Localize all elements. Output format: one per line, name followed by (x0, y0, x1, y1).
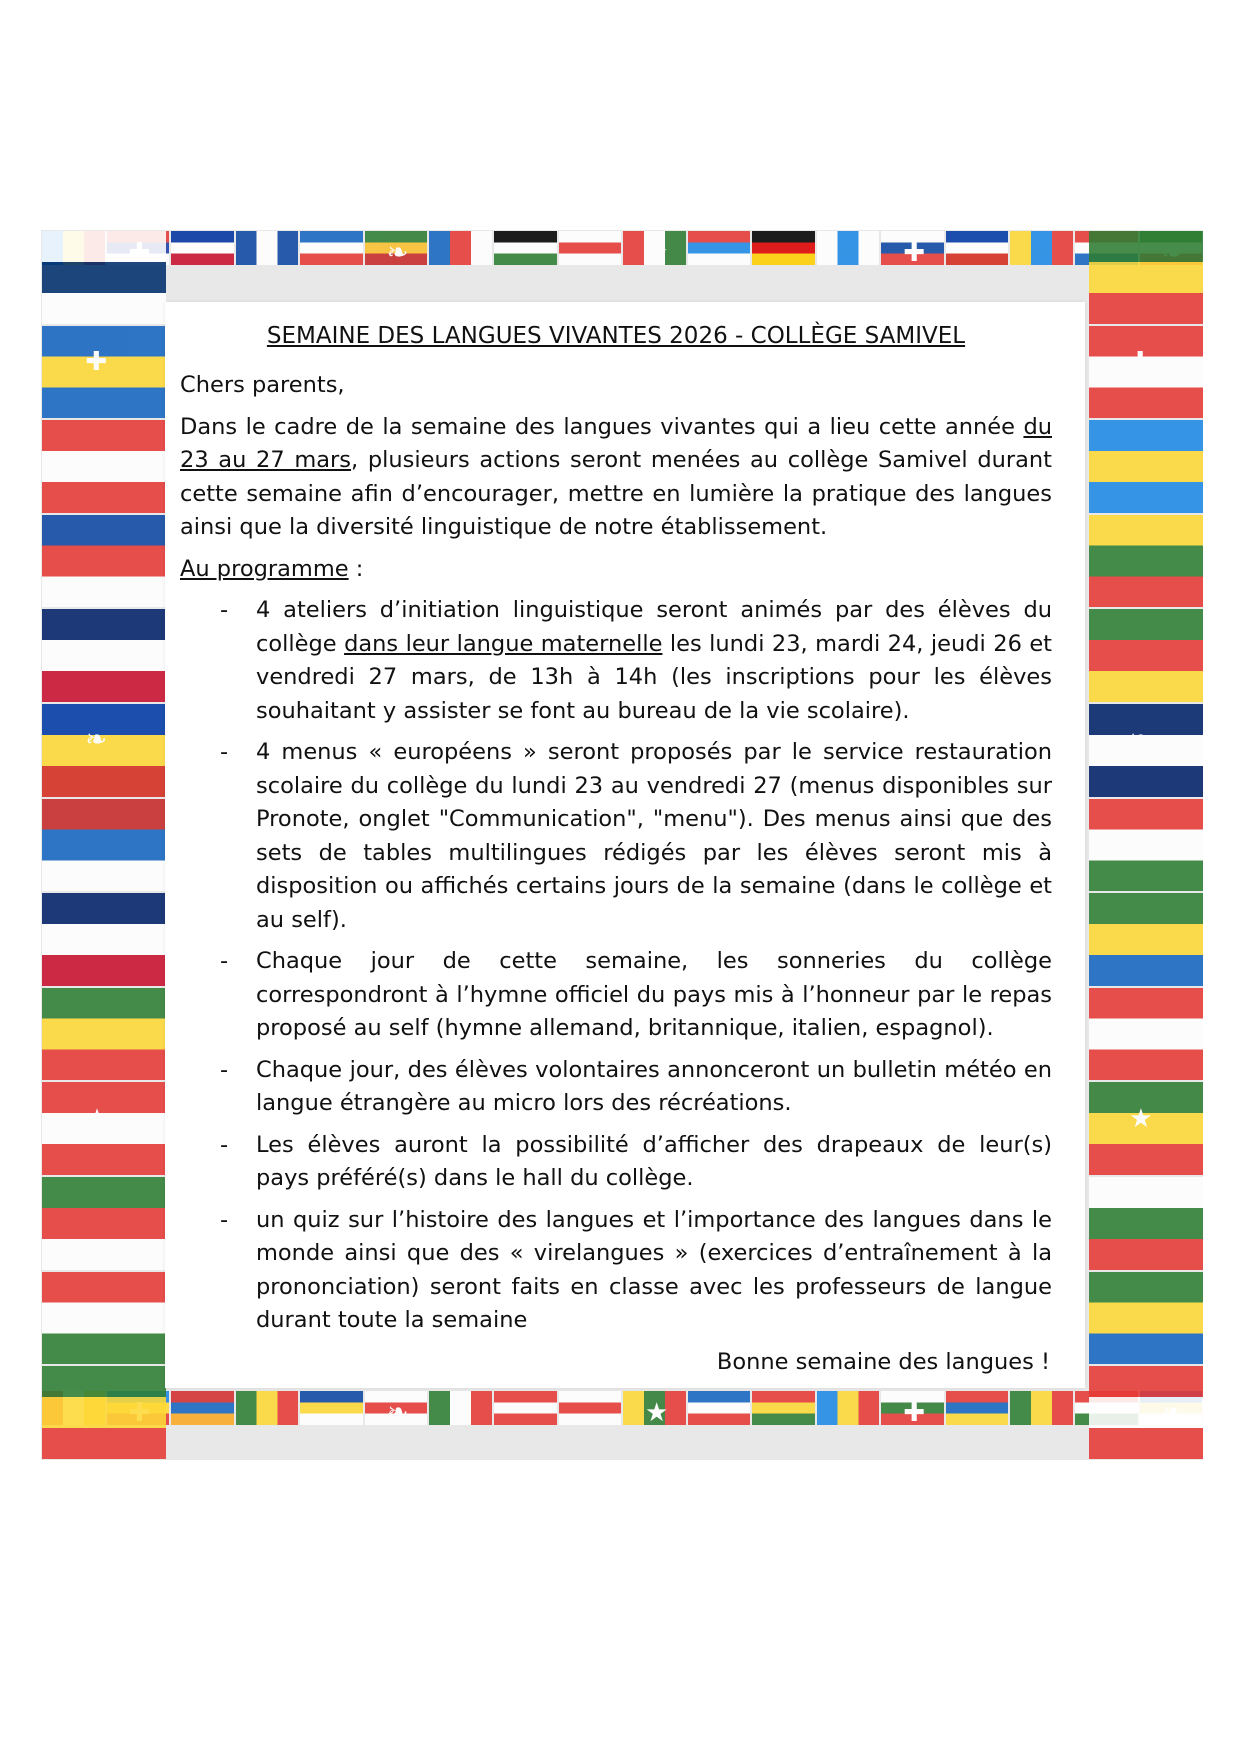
program-heading (180, 553, 1052, 587)
item-text-before: 4 ateliers d’initiation linguistique seront animés par des élèves du collège (256, 597, 1052, 657)
flag-icon (1010, 1391, 1073, 1425)
flag-icon (946, 231, 1009, 265)
flag-icon (1089, 893, 1203, 986)
list-item (180, 1054, 1052, 1121)
flag-icon (1089, 609, 1203, 702)
bullet-dash: - (220, 739, 229, 765)
flag-icon (1089, 704, 1203, 797)
flag-icon (429, 1391, 492, 1425)
flag-icon (42, 420, 166, 513)
flag-icon (171, 231, 234, 265)
flag-icon (946, 1391, 1009, 1425)
flag-icon (494, 231, 557, 265)
flag-icon (623, 1391, 686, 1428)
flag-band-bottom (41, 1390, 1203, 1460)
flag-icon (494, 1391, 557, 1425)
flag-icon (300, 1391, 363, 1425)
flag-icon (42, 1366, 166, 1459)
flag-emblem-icon: ❧ (1129, 725, 1152, 756)
intro-text-before: Dans le cadre de la semaine des langues vivantes qui a lieu cette année (180, 413, 1024, 440)
item-text: 4 menus « européens » seront proposés par le service restauration scolaire du collège du lundi 23 au vendredi 27 (menus disponibles sur Pronote, onglet "Communication", "menu"). Des menus ainsi que des sets de tables multilingues rédigés par les élèves seront mis à disposition ou affichés certains jours de la semaine (dans le collège et au self). (256, 739, 1052, 933)
list-item (180, 945, 1052, 1046)
flag-icon (236, 231, 299, 265)
item-text: Les élèves auront la possibilité d’afficher des drapeaux de leur(s) pays préféré(s) dans le hall du collège. (256, 1131, 1052, 1191)
flag-icon (1089, 1366, 1203, 1459)
program-label: Au programme (180, 555, 349, 582)
flag-icon (365, 231, 428, 268)
flag-emblem-icon: ❧ (386, 1397, 409, 1428)
flag-icon (623, 231, 686, 268)
item-underlined-text: dans leur langue maternelle (344, 630, 663, 657)
flag-icon (365, 1391, 428, 1428)
flag-band-right (1088, 230, 1203, 1460)
flag-band-top (41, 230, 1203, 302)
intro-paragraph (180, 411, 1052, 545)
flag-icon (817, 231, 880, 265)
list-item (180, 736, 1052, 937)
flag-icon (1089, 1082, 1203, 1175)
flag-emblem-icon: ★ (85, 1103, 109, 1134)
flag-icon (42, 1272, 166, 1365)
bullet-dash: - (220, 1056, 229, 1083)
flag-icon (236, 1391, 299, 1425)
flag-icon (881, 1391, 944, 1428)
flag-emblem-icon: ✚ (903, 237, 925, 268)
flag-icon (752, 1391, 815, 1425)
flag-icon (300, 231, 363, 265)
page-title: SEMAINE DES LANGUES VIVANTES 2026 - COLLÈGE SAMIVEL (266, 323, 966, 349)
item-text: un quiz sur l’histoire des langues et l’importance des langues dans le monde ainsi que des « virelangues » (exercices d’entraînement à la prononciation) seront faits en classe avec les professeurs de langue durant toute la semaine (256, 1206, 1052, 1333)
flag-emblem-icon: ✚ (903, 1397, 925, 1428)
list-item (180, 1204, 1052, 1338)
flag-emblem-icon: ❧ (85, 725, 108, 756)
bullet-dash: - (220, 597, 229, 623)
flag-icon (1089, 420, 1203, 513)
closing-line: Bonne semaine des langues ! (716, 1348, 1050, 1375)
bullet-dash: - (220, 1131, 229, 1158)
flag-icon (42, 231, 166, 324)
program-suffix: : (348, 555, 364, 582)
flag-emblem-icon: ❧ (386, 237, 409, 268)
flag-icon (559, 1391, 622, 1425)
flag-emblem-icon: ★ (644, 237, 669, 268)
flag-icon (1089, 1177, 1203, 1270)
letter-content (180, 320, 1052, 1387)
flag-icon (42, 326, 166, 419)
flag-band-left (41, 230, 165, 1460)
bullet-dash: - (220, 948, 229, 974)
list-item (180, 1129, 1052, 1196)
flag-icon (1010, 231, 1073, 265)
flag-icon (42, 799, 166, 892)
flag-emblem-icon: ★ (644, 1397, 669, 1428)
flag-emblem-icon: ✚ (1129, 346, 1152, 377)
bullet-dash: - (220, 1206, 229, 1233)
flag-icon (42, 893, 166, 986)
item-text: Chaque jour de cette semaine, les sonneries du collège correspondront à l’hymne officiel du pays mis à l’honneur par le repas proposé au self (hymne allemand, britannique, italien, espagnol). (256, 948, 1052, 1041)
flag-icon (42, 988, 166, 1081)
flag-icon (42, 704, 166, 797)
flag-icon (752, 231, 815, 265)
program-list (180, 594, 1052, 1338)
flag-icon (42, 515, 166, 608)
flag-icon (1089, 231, 1203, 324)
intro-text-after: , plusieurs actions seront menées au collège Samivel durant cette semaine afin d’encourager, mettre en lumière la pratique des langues ainsi que la diversité linguistique de notre établissement. (180, 447, 1052, 540)
intro-dates: du 23 au 27 mars (180, 413, 1052, 473)
flag-icon (1089, 988, 1203, 1081)
flag-emblem-icon: ✚ (85, 346, 108, 377)
flag-icon (1089, 799, 1203, 892)
item-text: Chaque jour, des élèves volontaires annonceront un bulletin météo en langue étrangère au micro lors des récréations. (256, 1056, 1052, 1116)
flag-icon (559, 231, 622, 265)
flag-icon (42, 1082, 166, 1175)
flag-icon (881, 231, 944, 268)
flag-icon (429, 231, 492, 265)
flag-icon (688, 1391, 751, 1425)
flag-icon (42, 609, 166, 702)
flag-icon (1089, 515, 1203, 608)
item-text-after: les lundi 23, mardi 24, jeudi 26 et vendredi 27 mars, de 13h à 14h (les inscriptions pour les élèves souhaitant y assister se font au bureau de la vie scolaire). (256, 630, 1052, 724)
flag-icon (42, 1177, 166, 1270)
flag-emblem-icon: ★ (1129, 1103, 1153, 1134)
flag-icon (1089, 1272, 1203, 1365)
greeting: Chers parents, (180, 372, 345, 398)
list-item (180, 594, 1052, 728)
flag-icon (1089, 326, 1203, 419)
flag-icon (688, 231, 751, 265)
flag-icon (171, 1391, 234, 1425)
flag-icon (817, 1391, 880, 1425)
